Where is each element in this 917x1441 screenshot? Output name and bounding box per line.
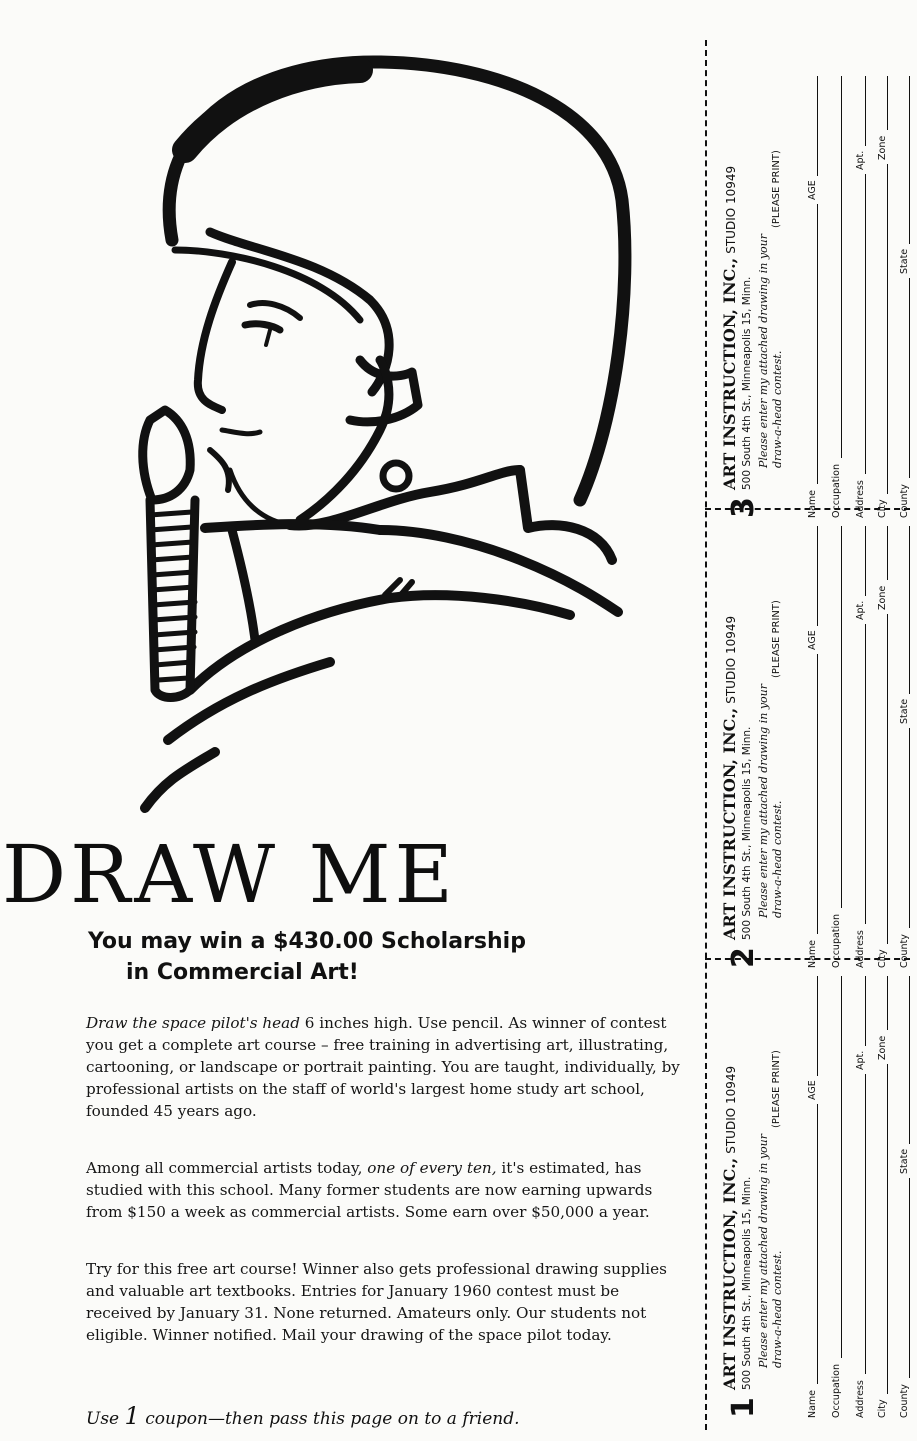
coupon-instruction-1: Please enter my attached drawing in your [757, 233, 770, 468]
age-label: AGE [807, 1080, 818, 1100]
apt-label: Apt. [855, 150, 866, 170]
city-zone-row [872, 523, 890, 968]
coupon-number: 2 [726, 947, 761, 968]
coupon-please-print: (PLEASE PRINT) [771, 150, 782, 228]
headline: DRAW ME [2, 828, 457, 921]
address-apt-row [850, 973, 868, 1418]
name-field[interactable] [817, 1104, 818, 1384]
state-field[interactable] [909, 976, 910, 1144]
subheadline [88, 926, 526, 988]
footer-after: coupon—then pass this page on to a friend. [139, 1409, 520, 1429]
entry-coupon[interactable] [714, 973, 909, 1418]
zone-field[interactable] [887, 976, 888, 1030]
apt-label: Apt. [855, 1050, 866, 1070]
occupation-field[interactable] [841, 526, 842, 908]
coupon-studio: STUDIO 10949 [724, 1065, 738, 1154]
coupon-instruction-2: draw-a-head contest. [771, 800, 784, 918]
apt-label: Apt. [855, 600, 866, 620]
coupon-address: 500 South 4th St., Minneapolis 15, Minn. [741, 276, 753, 490]
age-field[interactable] [817, 76, 818, 176]
footer-note [86, 1402, 520, 1430]
occupation-label: Occupation [831, 914, 842, 968]
footer-number: 1 [124, 1402, 140, 1430]
coupon-instruction-2: draw-a-head contest. [771, 350, 784, 468]
address-apt-row [850, 73, 868, 518]
age-label: AGE [807, 180, 818, 200]
paragraph-2-emph: one of every ten, [367, 1159, 497, 1177]
paragraph-1 [86, 1012, 686, 1122]
paragraph-2-before: Among all commercial artists today, [86, 1159, 368, 1177]
zone-label: Zone [877, 135, 888, 160]
name-label: Name [807, 939, 818, 968]
address-field[interactable] [865, 1074, 866, 1374]
city-label: City [877, 949, 888, 968]
space-pilot-illustration [0, 0, 700, 820]
apt-field[interactable] [865, 976, 866, 1046]
paragraph-1-lead: Draw the space pilot's head [86, 1014, 300, 1032]
address-label: Address [855, 480, 866, 518]
coupon-title [720, 1066, 739, 1390]
occupation-row [826, 973, 844, 1418]
state-label: State [899, 1148, 910, 1174]
coupon-address: 500 South 4th St., Minneapolis 15, Minn. [741, 726, 753, 940]
name-age-row [802, 523, 820, 968]
coupon-instructions [757, 1134, 785, 1368]
county-field[interactable] [909, 1178, 910, 1378]
entry-coupon[interactable] [714, 73, 909, 518]
address-label: Address [855, 1380, 866, 1418]
address-apt-row [850, 523, 868, 968]
county-state-row [894, 523, 912, 968]
occupation-field[interactable] [841, 76, 842, 458]
county-field[interactable] [909, 278, 910, 478]
coupon-studio: STUDIO 10949 [724, 165, 738, 254]
occupation-label: Occupation [831, 1364, 842, 1418]
coupon-instruction-1: Please enter my attached drawing in your [757, 683, 770, 918]
zone-field[interactable] [887, 76, 888, 130]
zone-label: Zone [877, 1035, 888, 1060]
city-field[interactable] [887, 614, 888, 944]
subhead-line-2: in Commercial Art! [126, 960, 359, 985]
state-field[interactable] [909, 76, 910, 244]
age-label: AGE [807, 630, 818, 650]
age-field[interactable] [817, 526, 818, 626]
city-zone-row [872, 973, 890, 1418]
paragraph-2 [86, 1157, 686, 1223]
coupon-instructions [757, 684, 785, 918]
age-field[interactable] [817, 976, 818, 1076]
occupation-row [826, 73, 844, 518]
coupon-instructions [757, 234, 785, 468]
name-label: Name [807, 489, 818, 518]
state-field[interactable] [909, 526, 910, 694]
city-label: City [877, 1399, 888, 1418]
apt-field[interactable] [865, 76, 866, 146]
state-label: State [899, 248, 910, 274]
name-label: Name [807, 1389, 818, 1418]
coupon-company: ART INSTRUCTION, INC., [720, 1157, 739, 1390]
coupon-title [720, 166, 739, 490]
name-age-row [802, 73, 820, 518]
county-state-row [894, 973, 912, 1418]
subhead-line-1: You may win a $430.00 Scholarship [88, 929, 526, 954]
county-field[interactable] [909, 728, 910, 928]
coupon-instruction-1: Please enter my attached drawing in your [757, 1133, 770, 1368]
coupon-please-print: (PLEASE PRINT) [771, 600, 782, 678]
zone-label: Zone [877, 585, 888, 610]
coupon-company: ART INSTRUCTION, INC., [720, 257, 739, 490]
coupon-instruction-2: draw-a-head contest. [771, 1250, 784, 1368]
coupon-number: 1 [726, 1397, 761, 1418]
city-field[interactable] [887, 1064, 888, 1394]
entry-coupon[interactable] [714, 523, 909, 968]
county-label: County [899, 1384, 910, 1418]
footer-before: Use [86, 1409, 125, 1429]
city-field[interactable] [887, 164, 888, 494]
paragraph-2-after: it's estimated, has studied with this school. Many former students are now earning upwards from $150 a week as commercial artists. Some earn over $50,000 a year. [86, 1159, 653, 1221]
zone-field[interactable] [887, 526, 888, 580]
name-field[interactable] [817, 204, 818, 484]
county-state-row [894, 73, 912, 518]
county-label: County [899, 934, 910, 968]
coupon-studio: STUDIO 10949 [724, 615, 738, 704]
address-field[interactable] [865, 624, 866, 924]
address-field[interactable] [865, 174, 866, 474]
state-label: State [899, 698, 910, 724]
paragraph-3: Try for this free art course! Winner also gets professional drawing supplies and valuable art textbooks. Entries for January 1960 contest must be received by January 31. None returned. Amateurs only. Our students not eligible. Winner notified. Mail your drawing of the space pilot today. [86, 1260, 667, 1344]
city-label: City [877, 499, 888, 518]
name-age-row [802, 973, 820, 1418]
occupation-field[interactable] [841, 976, 842, 1358]
coupon-title [720, 616, 739, 940]
occupation-row [826, 523, 844, 968]
city-zone-row [872, 73, 890, 518]
county-label: County [899, 484, 910, 518]
occupation-label: Occupation [831, 464, 842, 518]
paragraph-1-rest: 6 inches high. Use pencil. As winner of contest you get a complete art course – free training in advertising art, illustrating, cartooning, or landscape or portrait painting. You are taught, individually, by professional artists on the staff of world's largest home study art school, founded 45 years ago. [86, 1014, 680, 1120]
coupon-please-print: (PLEASE PRINT) [771, 1050, 782, 1128]
apt-field[interactable] [865, 526, 866, 596]
coupon-company: ART INSTRUCTION, INC., [720, 707, 739, 940]
coupon-number: 3 [726, 497, 761, 518]
coupon-cut-line [705, 40, 707, 1430]
address-label: Address [855, 930, 866, 968]
coupon-address: 500 South 4th St., Minneapolis 15, Minn. [741, 1176, 753, 1390]
name-field[interactable] [817, 654, 818, 934]
